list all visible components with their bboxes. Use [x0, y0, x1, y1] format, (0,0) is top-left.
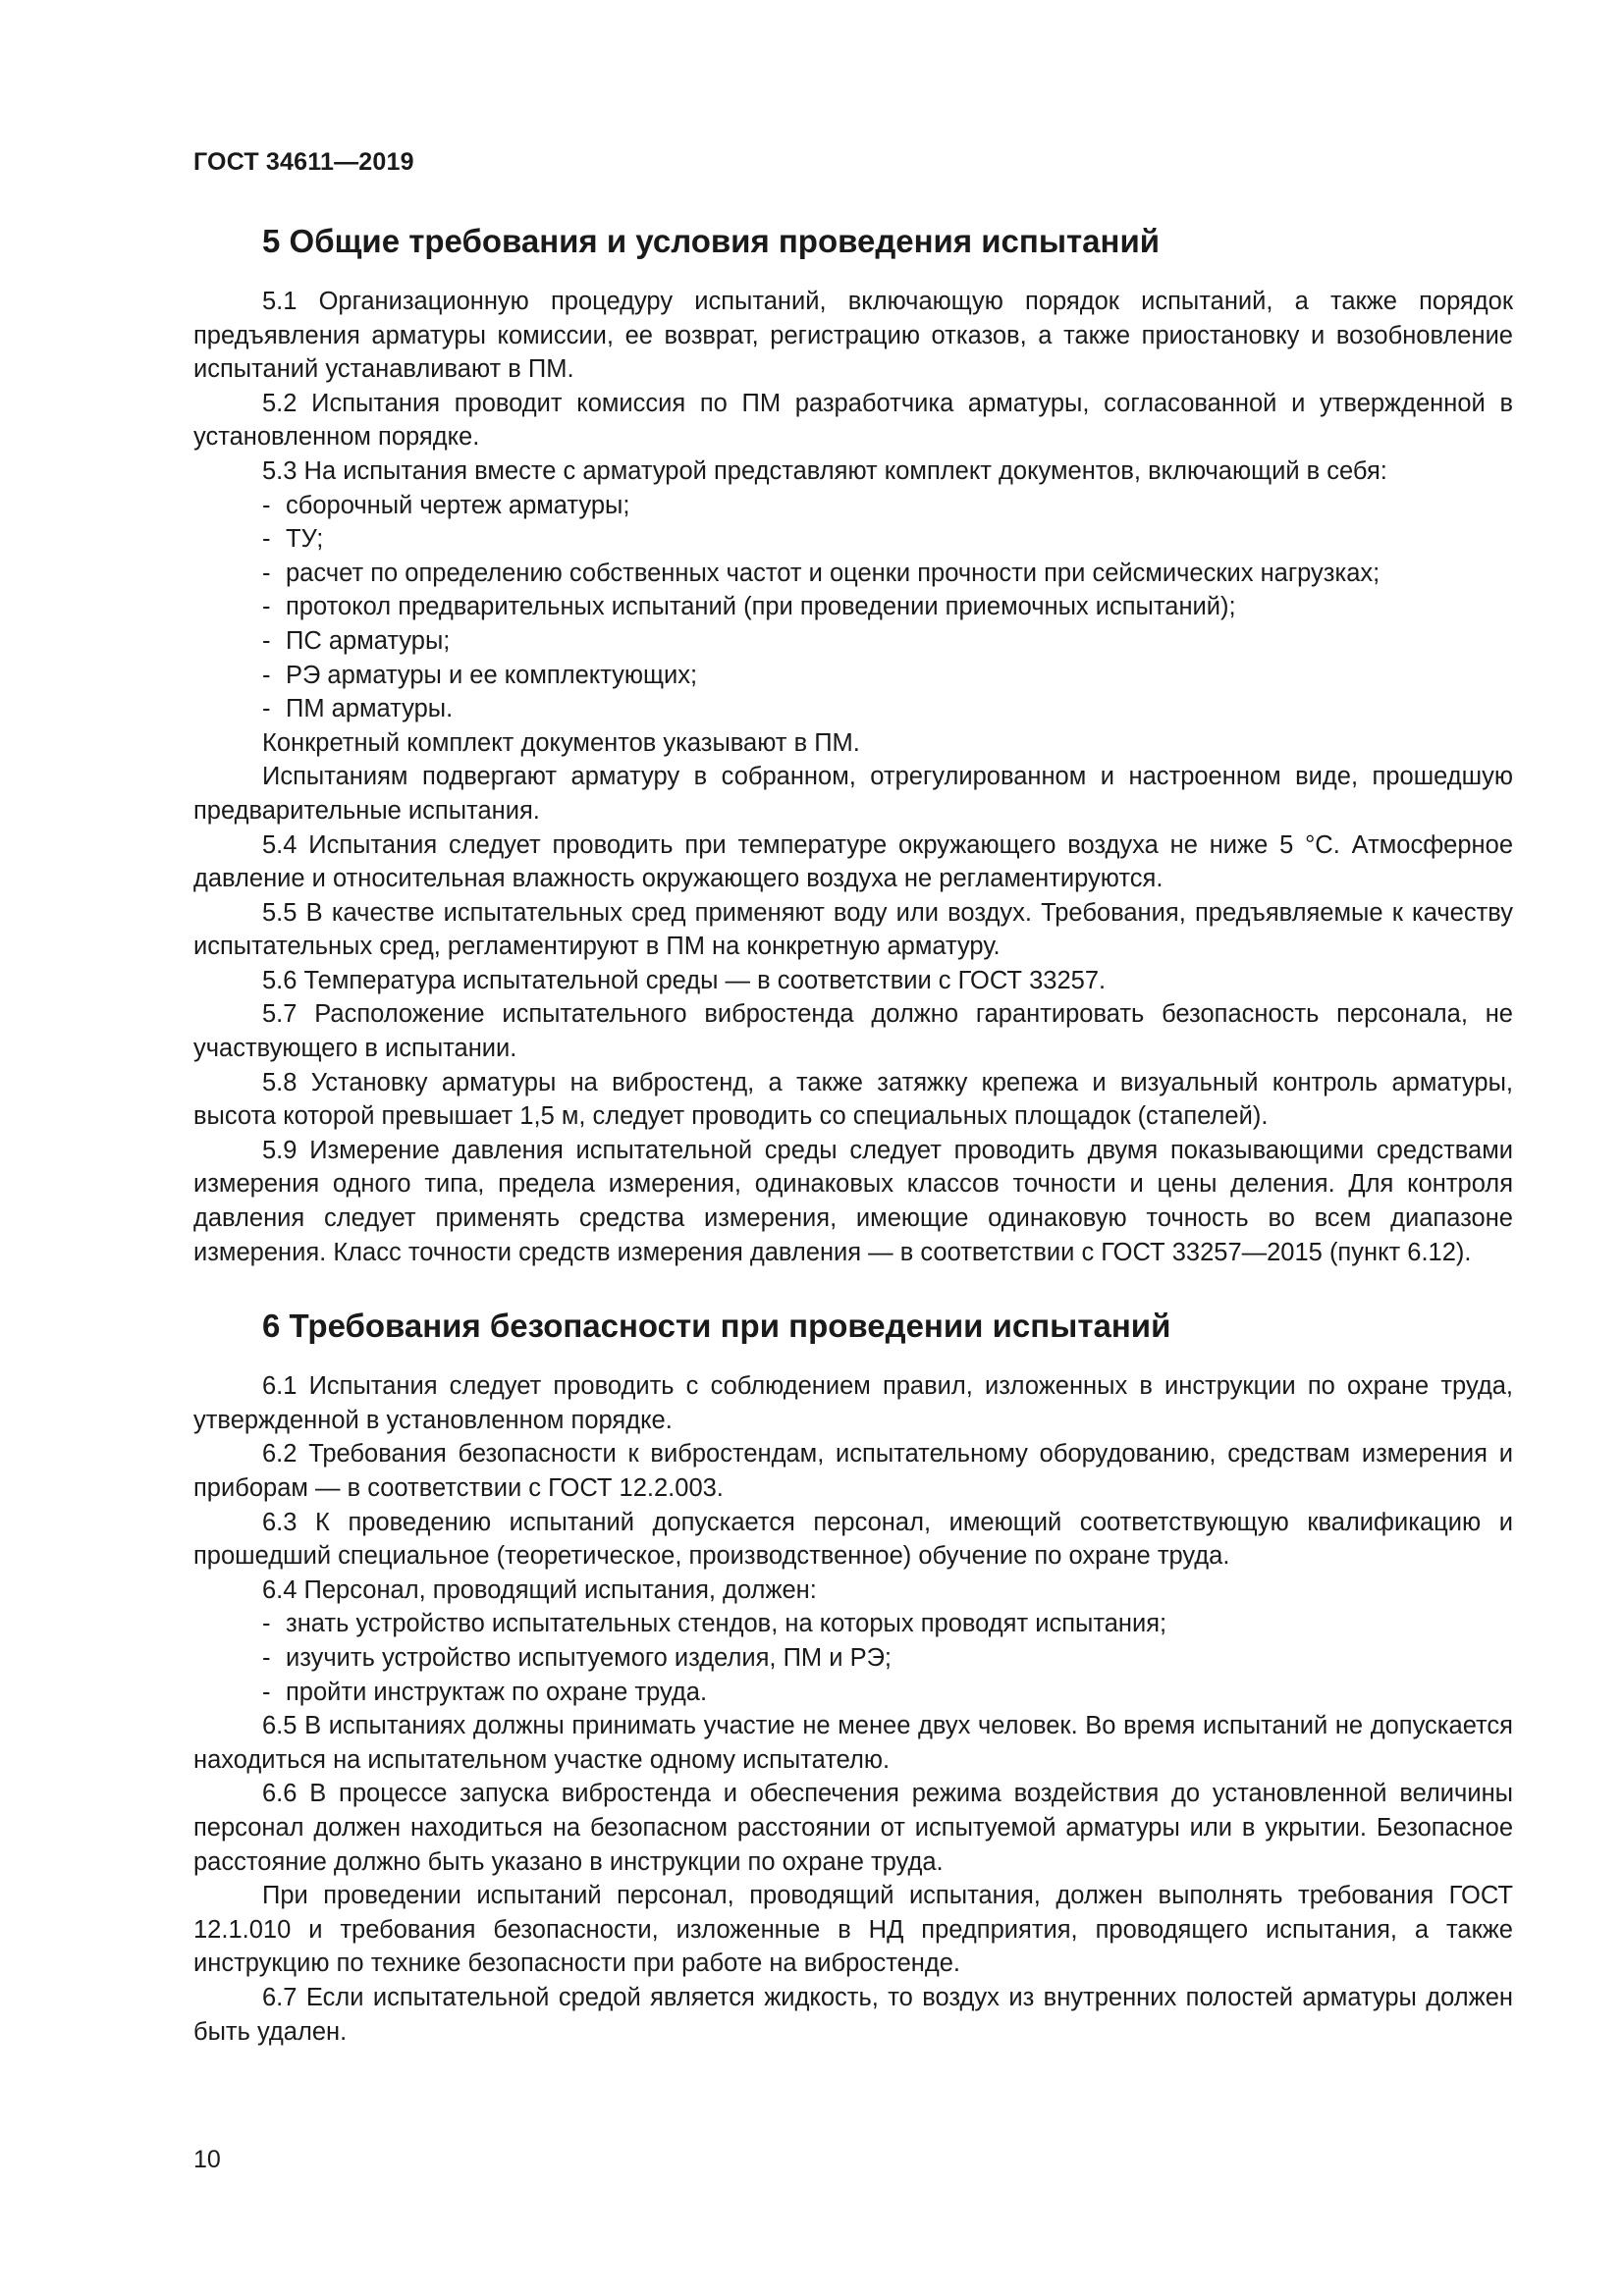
list-item: - сборочный чертеж арматуры; — [262, 491, 630, 519]
paragraph-5-5: 5.5 В качестве испытательных сред применяют воду или воздух. Требования, предъявляемые к качеству испытательных сред, регламентируют в ПМ на конкретную арматуру. — [193, 898, 1513, 961]
list-item: - расчет по определению собственных частот и оценки прочности при сейсмических нагрузках; — [262, 559, 1380, 587]
section-5-title: 5 Общие требования и условия проведения испытаний — [262, 223, 1161, 259]
document-body — [193, 222, 1513, 2049]
list-item: - пройти инструктаж по охране труда. — [262, 1678, 708, 1706]
paragraph-6-6: 6.6 В процессе запуска вибростенда и обеспечения режима воздействия до установленной величины персонал должен находиться на безопасном расстоянии от испытуемой арматуры или в укрытии. Безопасное расстояние должно быть указано в инструкции по охране труда. — [193, 1780, 1513, 1876]
paragraph-5-9: 5.9 Измерение давления испытательной среды следует проводить двумя показывающими средствами измерения одного типа, предела измерения, одинаковых классов точности и цены деления. Для контроля давления следует применять средства измерения, имеющие одинаковую точность во всем диапазоне измерения. Класс точности средств измерения давления — в соответствии с ГОСТ 33257—2015 (пункт 6.12). — [193, 1136, 1513, 1266]
list-item: - протокол предварительных испытаний (при проведении приемочных испытаний); — [262, 593, 1236, 621]
page-number: 10 — [193, 2146, 221, 2173]
list-item: - ПС арматуры; — [262, 626, 451, 655]
paragraph-6-6-continued: При проведении испытаний персонал, проводящий испытания, должен выполнять требования ГОСТ 12.1.010 и требования безопасности, изложенные в НД предприятия, проводящего испытания, а также инструкцию по технике безопасности при работе на вибростенде. — [193, 1882, 1513, 1978]
paragraph-subject: Испытаниям подвергают арматуру в собранном, отрегулированном и настроенном виде, прошедшую предварительные испытания. — [193, 763, 1513, 825]
list-item: - РЭ арматуры и ее комплектующих; — [262, 661, 698, 689]
list-item: - ТУ; — [262, 525, 324, 554]
list-item: - изучить устройство испытуемого изделия, ПМ и РЭ; — [262, 1643, 892, 1672]
list-item: - знать устройство испытательных стендов, на которых проводят испытания; — [262, 1610, 1167, 1638]
paragraph-5-4: 5.4 Испытания следует проводить при температуре окружающего воздуха не ниже 5 °С. Атмосферное давление и относительная влажность окружающего воздуха не регламентируются. — [193, 830, 1513, 893]
paragraph-6-2: 6.2 Требования безопасности к вибростендам, испытательному оборудованию, средствам измерения и приборам — в соответствии с ГОСТ 12.2.003. — [193, 1440, 1513, 1502]
paragraph-5-2: 5.2 Испытания проводит комиссия по ПМ разработчика арматуры, согласованной и утвержденной в установленном порядке. — [193, 389, 1513, 452]
paragraph-6-7: 6.7 Если испытательной средой является жидкость, то воздух из внутренних полостей арматуры должен быть удален. — [193, 1983, 1513, 2046]
paragraph-kit: Конкретный комплект документов указывают в ПМ. — [262, 728, 860, 757]
paragraph-6-1: 6.1 Испытания следует проводить с соблюдением правил, изложенных в инструкции по охране труда, утвержденной в установленном порядке. — [193, 1372, 1513, 1434]
section-6-title: 6 Требования безопасности при проведении испытаний — [262, 1308, 1171, 1345]
paragraph-5-3: 5.3 На испытания вместе с арматурой представляют комплект документов, включающий в себя: — [262, 456, 1387, 485]
list-item: - ПМ арматуры. — [262, 695, 454, 723]
paragraph-5-1: 5.1 Организационную процедуру испытаний, включающую порядок испытаний, а также порядок предъявления арматуры комиссии, ее возврат, регистрацию отказов, а также приостановку и возобновление испытаний устанавливают в ПМ. — [193, 288, 1513, 384]
paragraph-6-3: 6.3 К проведению испытаний допускается персонал, имеющий соответствующую квалификацию и прошедший специальное (теоретическое, производственное) обучение по охране труда. — [193, 1508, 1513, 1571]
paragraph-5-7: 5.7 Расположение испытательного вибростенда должно гарантировать безопасность персонала, не участвующего в испытании. — [193, 1000, 1513, 1063]
standard-header: ГОСТ 34611—2019 — [193, 148, 414, 176]
paragraph-6-4: 6.4 Персонал, проводящий испытания, должен: — [262, 1575, 817, 1604]
paragraph-6-5: 6.5 В испытаниях должны принимать участие не менее двух человек. Во время испытаний не допускается находиться на испытательном участке одному испытателю. — [193, 1712, 1513, 1774]
paragraph-5-6: 5.6 Температура испытательной среды — в соответствии с ГОСТ 33257. — [262, 966, 1107, 994]
paragraph-5-8: 5.8 Установку арматуры на вибростенд, а также затяжку крепежа и визуальный контроль арматуры, высота которой превышает 1,5 м, следует проводить со специальных площадок (стапелей). — [193, 1068, 1513, 1131]
